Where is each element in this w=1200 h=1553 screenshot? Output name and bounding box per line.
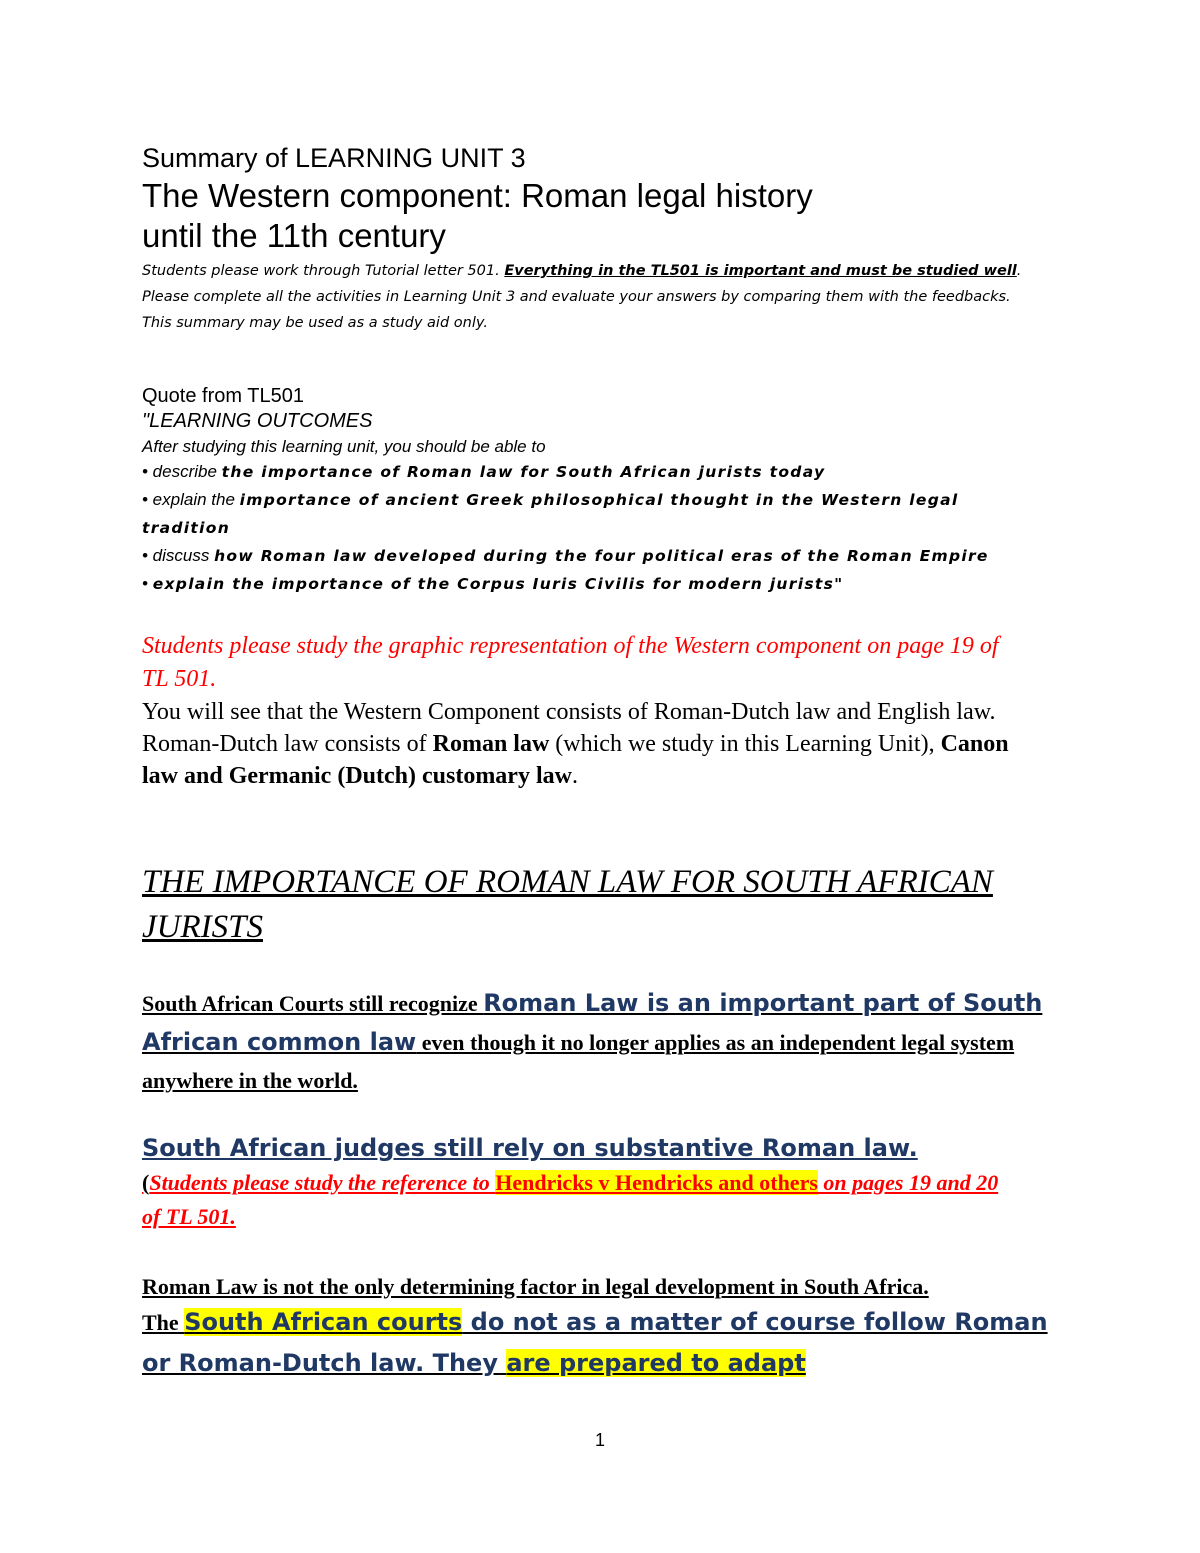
outcome-bold: explain the importance of the Corpus Iuris Civilis for modern jurists" <box>152 575 844 593</box>
common-law-emphasis: Roman Law is an important part of South African common law <box>142 989 1043 1056</box>
learning-outcomes-label: "LEARNING OUTCOMES <box>142 410 373 432</box>
outcome-item <box>142 570 1002 598</box>
intro-text-2: . Please complete all the activities in Learning Unit 3 and evaluate your answers by comparing them with the feedbacks. This summary may be used as a study aid only. <box>142 263 1022 331</box>
courts-recognize-paragraph <box>142 984 1052 1100</box>
courts-adapt-paragraph <box>142 1302 1052 1384</box>
outcome-item <box>142 542 1002 570</box>
final-mid: do not as a matter of course follow Roman or Roman-Dutch law. They <box>142 1308 1048 1377</box>
page-number: 1 <box>594 1430 605 1450</box>
ref-text-2: on pages 19 and 20 of TL 501. <box>142 1170 999 1229</box>
western-text-2: (which we study in this Learning Unit), <box>549 731 941 757</box>
outcome-bold: how Roman law developed during the four political eras of the Roman Empire <box>214 547 989 565</box>
western-text-1: You will see that the Western Component consists of Roman-Dutch law and English law. Roman-Dutch law consists of <box>142 699 996 757</box>
outcomes-list <box>142 458 1002 598</box>
ref-text-1: Students please study the reference to <box>149 1170 496 1195</box>
intro-paragraph <box>142 258 1022 336</box>
roman-law-bold: Roman law <box>432 731 550 757</box>
main-title-line1: The Western component: Roman legal history <box>142 177 813 214</box>
canon-law-bold: Canon law and Germanic (Dutch) customary law <box>142 731 1009 789</box>
outcome-prefix: • explain the <box>142 490 240 509</box>
intro-text-1: Students please work through Tutorial letter 501. <box>142 263 505 279</box>
quote-heading: Quote from TL501 <box>142 385 304 407</box>
outcome-item <box>142 458 1002 486</box>
roman-factor-paragraph: Roman Law is not the only determining factor in legal development in South Africa. <box>142 1274 929 1299</box>
ref-open: ( <box>142 1170 150 1195</box>
hendricks-case: Hendricks v Hendricks and others <box>495 1170 818 1195</box>
western-component-paragraph <box>142 696 1042 792</box>
section-heading: THE IMPORTANCE OF ROMAN LAW FOR SOUTH AFRICAN JURISTS <box>142 864 993 945</box>
outcome-bold: the importance of Roman law for South African jurists today <box>221 463 826 481</box>
hendricks-reference <box>142 1166 1022 1234</box>
courts-text-1: South African Courts still recognize <box>142 991 484 1016</box>
courts-text-2: even though it no longer applies as an independent legal system anywhere in the world. <box>142 1030 1015 1093</box>
final-the: The <box>142 1310 185 1335</box>
outcome-prefix: • describe <box>142 462 222 481</box>
judges-statement: South African judges still rely on substantive Roman law. <box>142 1134 918 1162</box>
outcome-bold: importance of ancient Greek philosophical thought in the Western legal tradition <box>142 491 959 537</box>
intro-emphasis: Everything in the TL501 is important and must be studied well <box>504 263 1017 279</box>
western-text-3: . <box>571 763 578 789</box>
main-title-line2: until the 11th century <box>142 217 446 254</box>
outcomes-intro: After studying this learning unit, you should be able to <box>142 437 546 456</box>
outcome-item <box>142 486 1002 542</box>
graphic-note: Students please study the graphic representation of the Western component on page 19 of TL 501. <box>142 633 999 692</box>
outcome-prefix: • <box>142 574 153 593</box>
adapt-highlight: are prepared to adapt <box>506 1349 806 1377</box>
outcome-prefix: • discuss <box>142 546 215 565</box>
summary-title: Summary of LEARNING UNIT 3 <box>142 143 526 173</box>
sa-courts-highlight: South African courts <box>184 1308 463 1336</box>
page-content <box>142 140 1062 1384</box>
